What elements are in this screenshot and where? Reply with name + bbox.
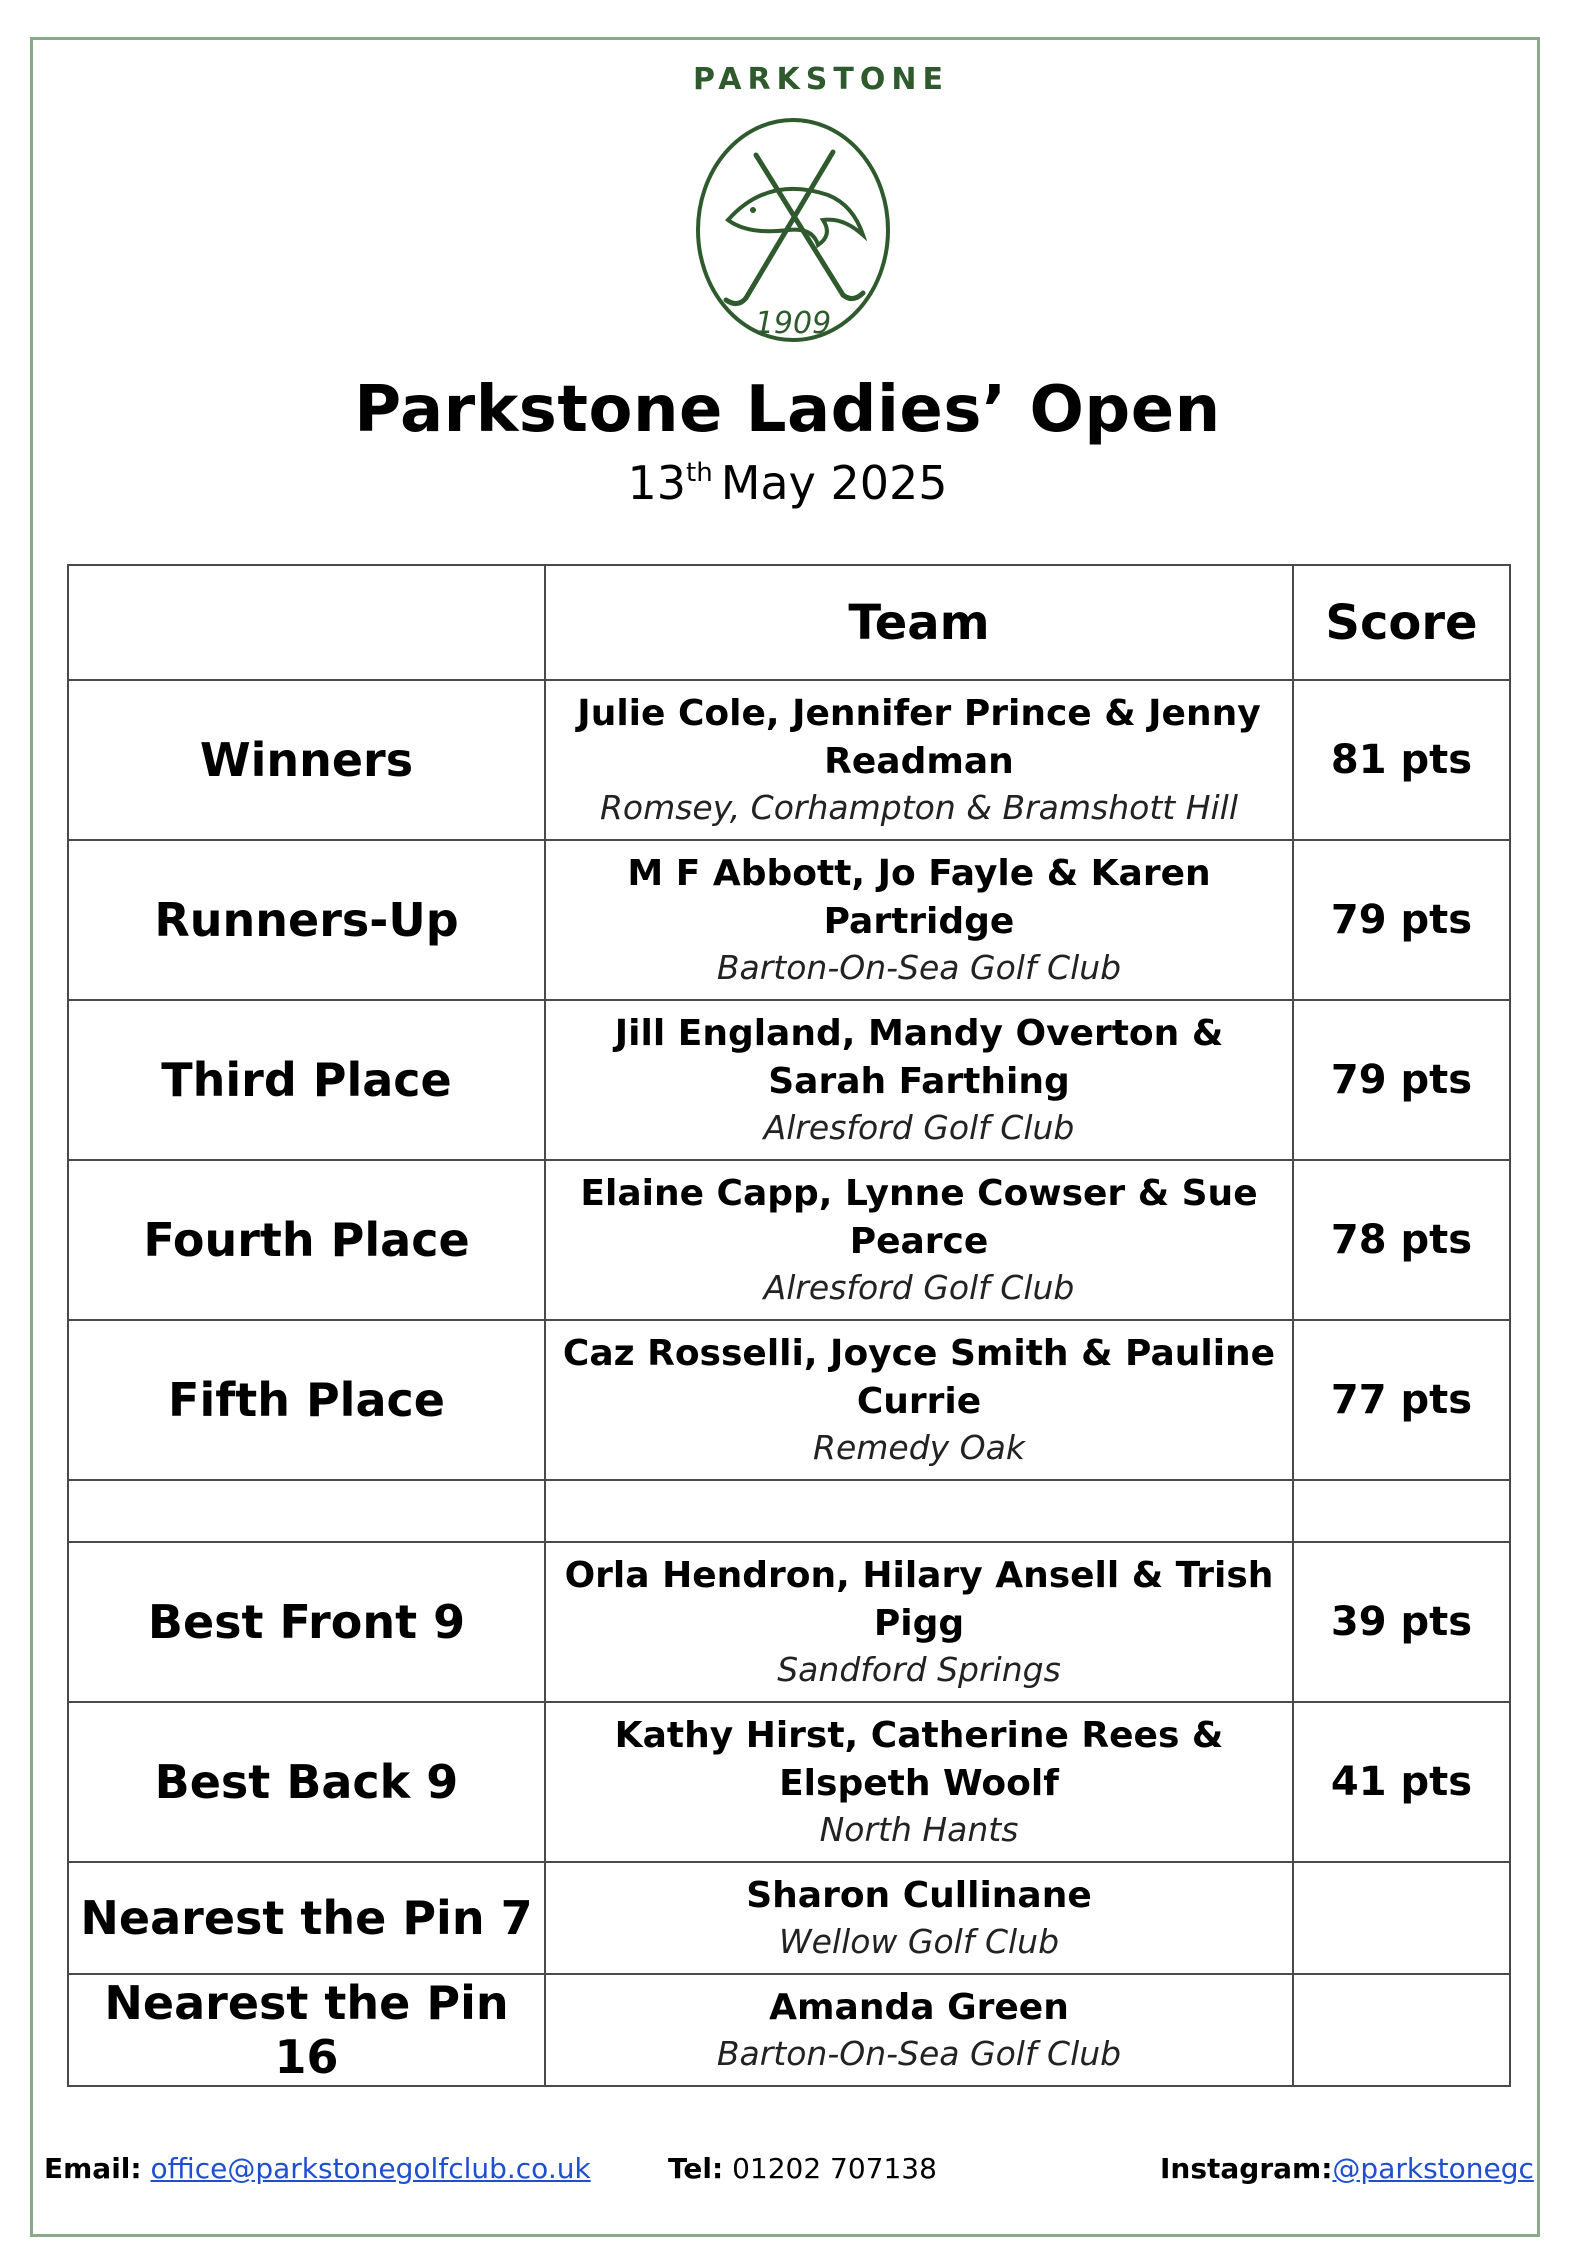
team-club: Barton-On-Sea Golf Club [716,2034,1122,2073]
team-cell [545,1974,1293,2086]
score-cell [1293,1974,1510,2086]
date-rest: May 2025 [720,456,948,510]
column-header-award [68,565,545,680]
email-link[interactable]: office@parkstonegolfclub.co.uk [150,2152,591,2185]
award-cell: Runners-Up [68,840,545,1000]
score-cell: 78 pts [1293,1160,1510,1320]
award-cell: Best Front 9 [68,1542,545,1702]
logo-year: 1909 [754,306,832,341]
award-cell: Fourth Place [68,1160,545,1320]
team-club: North Hants [819,1810,1019,1849]
award-cell: Nearest the Pin 16 [68,1974,545,2086]
team-club: Alresford Golf Club [763,1108,1075,1147]
team-cell [545,1542,1293,1702]
footer-email [44,2152,591,2185]
team-names: Jill England, Mandy Overton & Sarah Farthing [614,1013,1224,1102]
page-title: Parkstone Ladies’ Open [354,373,1221,447]
score-cell: 39 pts [1293,1542,1510,1702]
team-club: Remedy Oak [813,1428,1025,1467]
column-header-team: Team [545,565,1293,680]
table-row [68,680,1510,840]
team-cell [545,1320,1293,1480]
award-cell [68,1480,545,1542]
team-cell [545,680,1293,840]
team-names: Julie Cole, Jennifer Prince & Jenny Readman [577,693,1261,782]
score-cell [1293,1480,1510,1542]
team-club: Sandford Springs [777,1650,1061,1689]
footer-instagram [1160,2152,1534,2185]
team-cell [545,1000,1293,1160]
instagram-link[interactable]: @parkstonegc [1332,2152,1534,2185]
team-cell [545,1160,1293,1320]
table-row [68,1000,1510,1160]
date-day: 13 [627,456,687,510]
award-cell: Best Back 9 [68,1702,545,1862]
date-suffix: th [686,458,713,488]
award-cell: Third Place [68,1000,545,1160]
results-table [67,564,1511,2087]
score-cell: 79 pts [1293,840,1510,1000]
team-club: Romsey, Corhampton & Bramshott Hill [599,788,1239,827]
tel-number: 01202 707138 [732,2152,937,2185]
table-row [68,1160,1510,1320]
score-cell: 77 pts [1293,1320,1510,1480]
award-cell: Winners [68,680,545,840]
team-club: Barton-On-Sea Golf Club [716,948,1122,987]
team-cell [545,1862,1293,1974]
table-row [68,1542,1510,1702]
table-row [68,1974,1510,2086]
award-cell: Nearest the Pin 7 [68,1862,545,1974]
score-cell: 41 pts [1293,1702,1510,1862]
team-names: Elaine Capp, Lynne Cowser & Sue Pearce [580,1173,1258,1262]
email-label: Email: [44,2152,142,2185]
tel-label: Tel: [668,2152,724,2185]
table-row [68,1320,1510,1480]
score-cell [1293,1862,1510,1974]
table-row [68,1862,1510,1974]
team-names: Kathy Hirst, Catherine Rees & Elspeth Woolf [614,1715,1224,1804]
team-names: Amanda Green [769,1987,1069,2028]
instagram-label: Instagram: [1160,2152,1333,2185]
logo-arc-text: PARKSTONE [693,62,949,97]
team-cell [545,840,1293,1000]
table-row [68,840,1510,1000]
team-names: M F Abbott, Jo Fayle & Karen Partridge [627,853,1211,942]
team-cell [545,1702,1293,1862]
team-cell [545,1480,1293,1542]
footer-tel [668,2152,937,2185]
table-row [68,1702,1510,1862]
team-names: Orla Hendron, Hilary Ansell & Trish Pigg [564,1555,1274,1644]
score-cell: 81 pts [1293,680,1510,840]
team-club: Wellow Golf Club [778,1922,1060,1961]
team-names: Caz Rosselli, Joyce Smith & Pauline Currie [562,1333,1276,1422]
column-header-score: Score [1293,565,1510,680]
table-row [68,1480,1510,1542]
table-header-row [68,565,1510,680]
award-cell: Fifth Place [68,1320,545,1480]
team-club: Alresford Golf Club [763,1268,1075,1307]
score-cell: 79 pts [1293,1000,1510,1160]
team-names: Sharon Cullinane [746,1875,1092,1916]
event-date [0,456,1575,510]
